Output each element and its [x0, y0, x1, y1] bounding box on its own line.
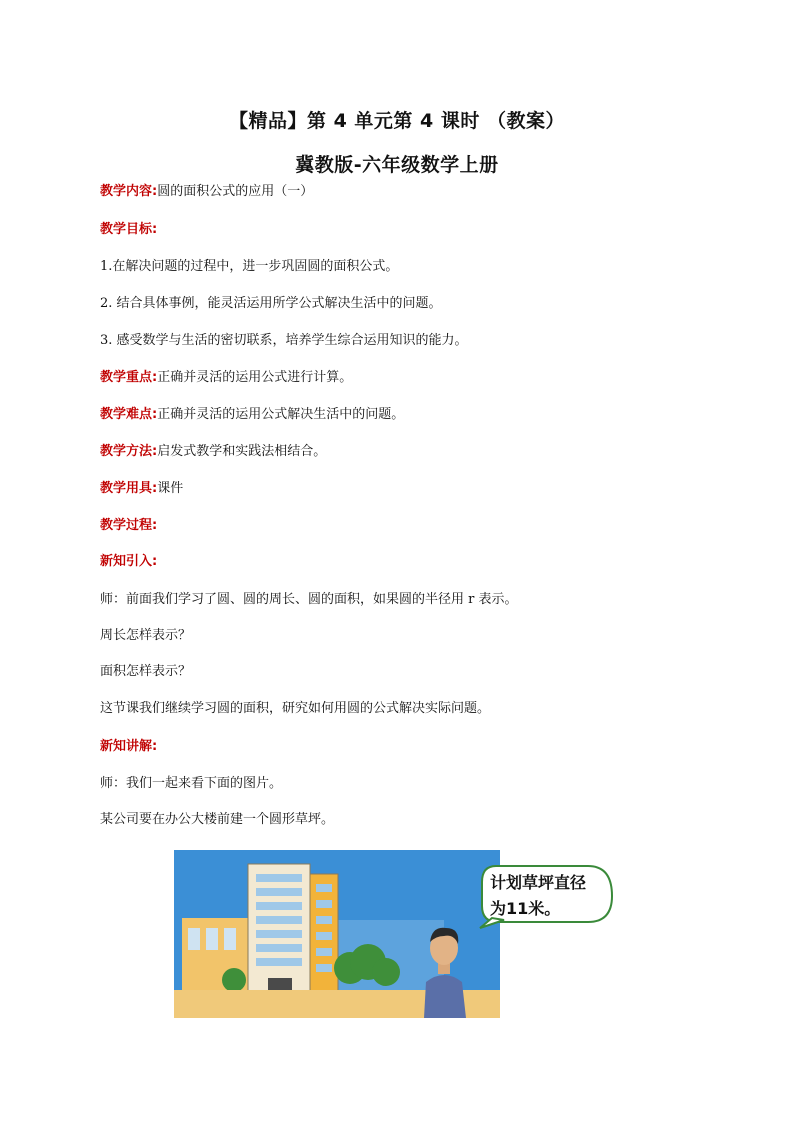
explain-paragraph-2: 某公司要在办公大楼前建一个圆形草坪。 — [100, 812, 335, 827]
teaching-content-text: 圆的面积公式的应用（一） — [157, 184, 314, 199]
tools-row — [100, 477, 183, 496]
intro-paragraph-1: 师：前面我们学习了圆、圆的周长、圆的面积，如果圆的半径用 r 表示。 — [100, 592, 518, 607]
tools-label: 教学用具: — [100, 481, 158, 496]
key-point-text: 正确并灵活的运用公式进行计算。 — [157, 370, 353, 385]
teaching-content-label: 教学内容: — [100, 184, 158, 199]
method-label: 教学方法: — [100, 444, 158, 459]
goal-item-2: 2. 结合具体事例，能灵活运用所学公式解决生活中的问题。 — [100, 296, 442, 311]
method-row — [100, 440, 326, 459]
explain-row — [100, 735, 157, 754]
teaching-content-row — [100, 180, 313, 199]
goal-item-3: 3. 感受数学与生活的密切联系，培养学生综合运用知识的能力。 — [100, 333, 468, 348]
tools-text: 课件 — [157, 481, 184, 496]
office-building-illustration — [174, 850, 500, 1018]
intro-paragraph-4: 这节课我们继续学习圆的面积，研究如何用圆的公式解决实际问题。 — [100, 701, 491, 716]
process-row — [100, 514, 157, 533]
goal-item-1: 1.在解决问题的过程中，进一步巩固圆的面积公式。 — [100, 259, 399, 274]
process-label: 教学过程: — [100, 518, 158, 533]
explain-label: 新知讲解: — [100, 739, 158, 754]
speech-bubble-text — [490, 870, 602, 922]
explain-paragraph-1: 师：我们一起来看下面的图片。 — [100, 776, 283, 791]
key-point-row — [100, 366, 352, 385]
illustration-svg — [174, 850, 500, 1018]
method-text: 启发式教学和实践法相结合。 — [157, 444, 327, 459]
intro-label: 新知引入: — [100, 554, 158, 569]
page-title-line2: 冀教版-六年级数学上册 — [295, 154, 499, 176]
teaching-goal-label: 教学目标: — [100, 222, 158, 237]
difficulty-text: 正确并灵活的运用公式解决生活中的问题。 — [157, 407, 405, 422]
key-point-label: 教学重点: — [100, 370, 158, 385]
bubble-line-2: 为11米。 — [490, 899, 561, 918]
difficulty-label: 教学难点: — [100, 407, 158, 422]
teaching-goal-row — [100, 218, 157, 237]
bubble-line-1: 计划草坪直径 — [490, 873, 587, 892]
intro-paragraph-2: 周长怎样表示？ — [100, 628, 192, 643]
intro-paragraph-3: 面积怎样表示？ — [100, 664, 192, 679]
page-title-line1: 【精品】第 4 单元第 4 课时 （教案） — [228, 110, 565, 132]
difficulty-row — [100, 403, 404, 422]
intro-row — [100, 550, 157, 569]
